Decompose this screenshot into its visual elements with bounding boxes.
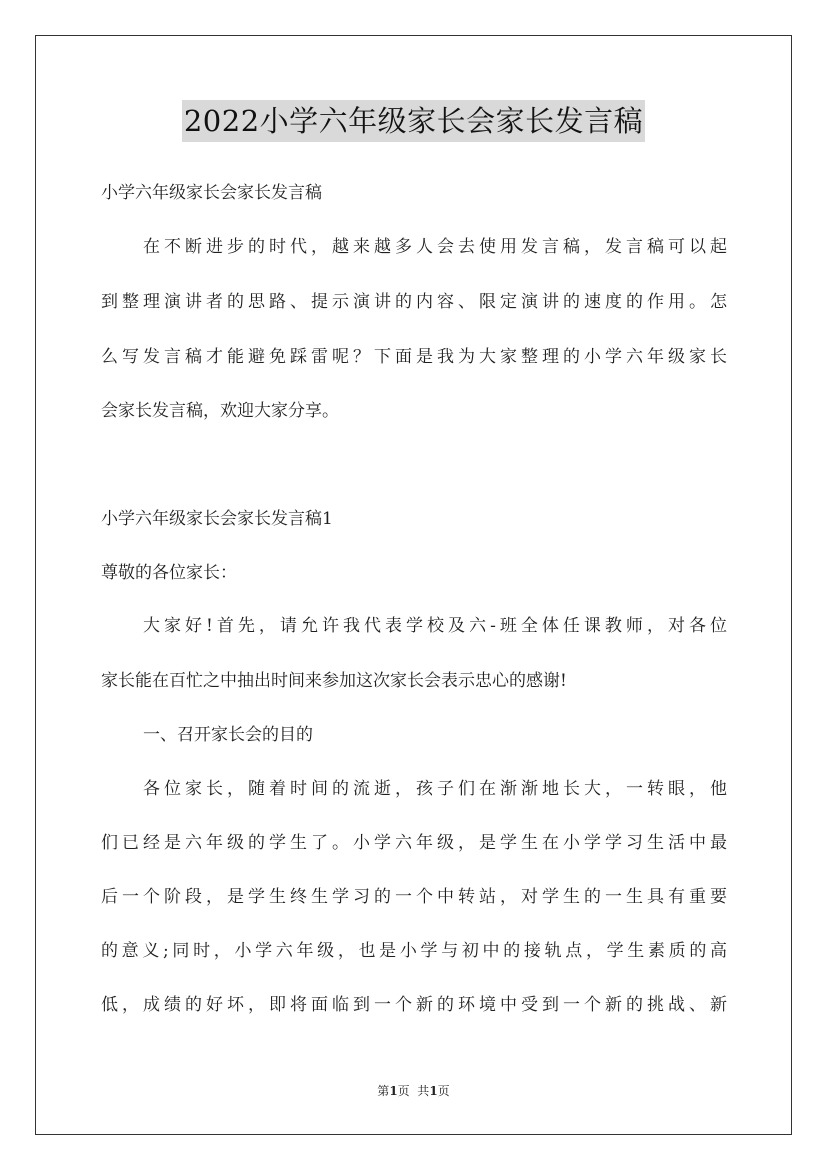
- greeting-line-1: 大家好!首先，请允许我代表学校及六-班全体任课教师，对各位: [143, 616, 727, 636]
- body-line-4: 的意义;同时，小学六年级，也是小学与初中的接轨点，学生素质的高: [101, 941, 727, 961]
- footer-page-suffix: 页: [437, 1084, 450, 1098]
- footer-page-mid: 页 共: [397, 1084, 430, 1098]
- footer-page-current: 1: [389, 1084, 398, 1098]
- body-line-2: 们已经是六年级的学生了。小学六年级，是学生在小学学习生活中最: [101, 833, 727, 853]
- section-heading: 小学六年级家长会家长发言稿1: [101, 509, 333, 529]
- document-title: 2022小学六年级家长会家长发言稿: [182, 100, 645, 142]
- greeting-line-2: 家长能在百忙之中抽出时间来参加这次家长会表示忠心的感谢!: [101, 671, 567, 691]
- page-footer: [0, 1083, 827, 1099]
- intro-line-4: 会家长发言稿，欢迎大家分享。: [101, 401, 339, 421]
- footer-page-total: 1: [429, 1084, 438, 1098]
- intro-line-1: 在不断进步的时代，越来越多人会去使用发言稿，发言稿可以起: [143, 237, 727, 257]
- body-line-3: 后一个阶段，是学生终生学习的一个中转站，对学生的一生具有重要: [101, 887, 727, 907]
- intro-line-3: 么写发言稿才能避免踩雷呢？下面是我为大家整理的小学六年级家长: [101, 347, 727, 367]
- title-container: [0, 100, 827, 142]
- body-line-5: 低，成绩的好坏，即将面临到一个新的环境中受到一个新的挑战、新: [101, 995, 727, 1015]
- intro-line-2: 到整理演讲者的思路、提示演讲的内容、限定演讲的速度的作用。怎: [101, 292, 727, 312]
- subtitle: 小学六年级家长会家长发言稿: [101, 183, 322, 203]
- footer-page-prefix: 第: [377, 1084, 390, 1098]
- salutation: 尊敬的各位家长：: [101, 563, 237, 583]
- body-line-1: 各位家长，随着时间的流逝，孩子们在渐渐地长大，一转眼，他: [143, 779, 727, 799]
- point-heading: 一、召开家长会的目的: [143, 725, 313, 745]
